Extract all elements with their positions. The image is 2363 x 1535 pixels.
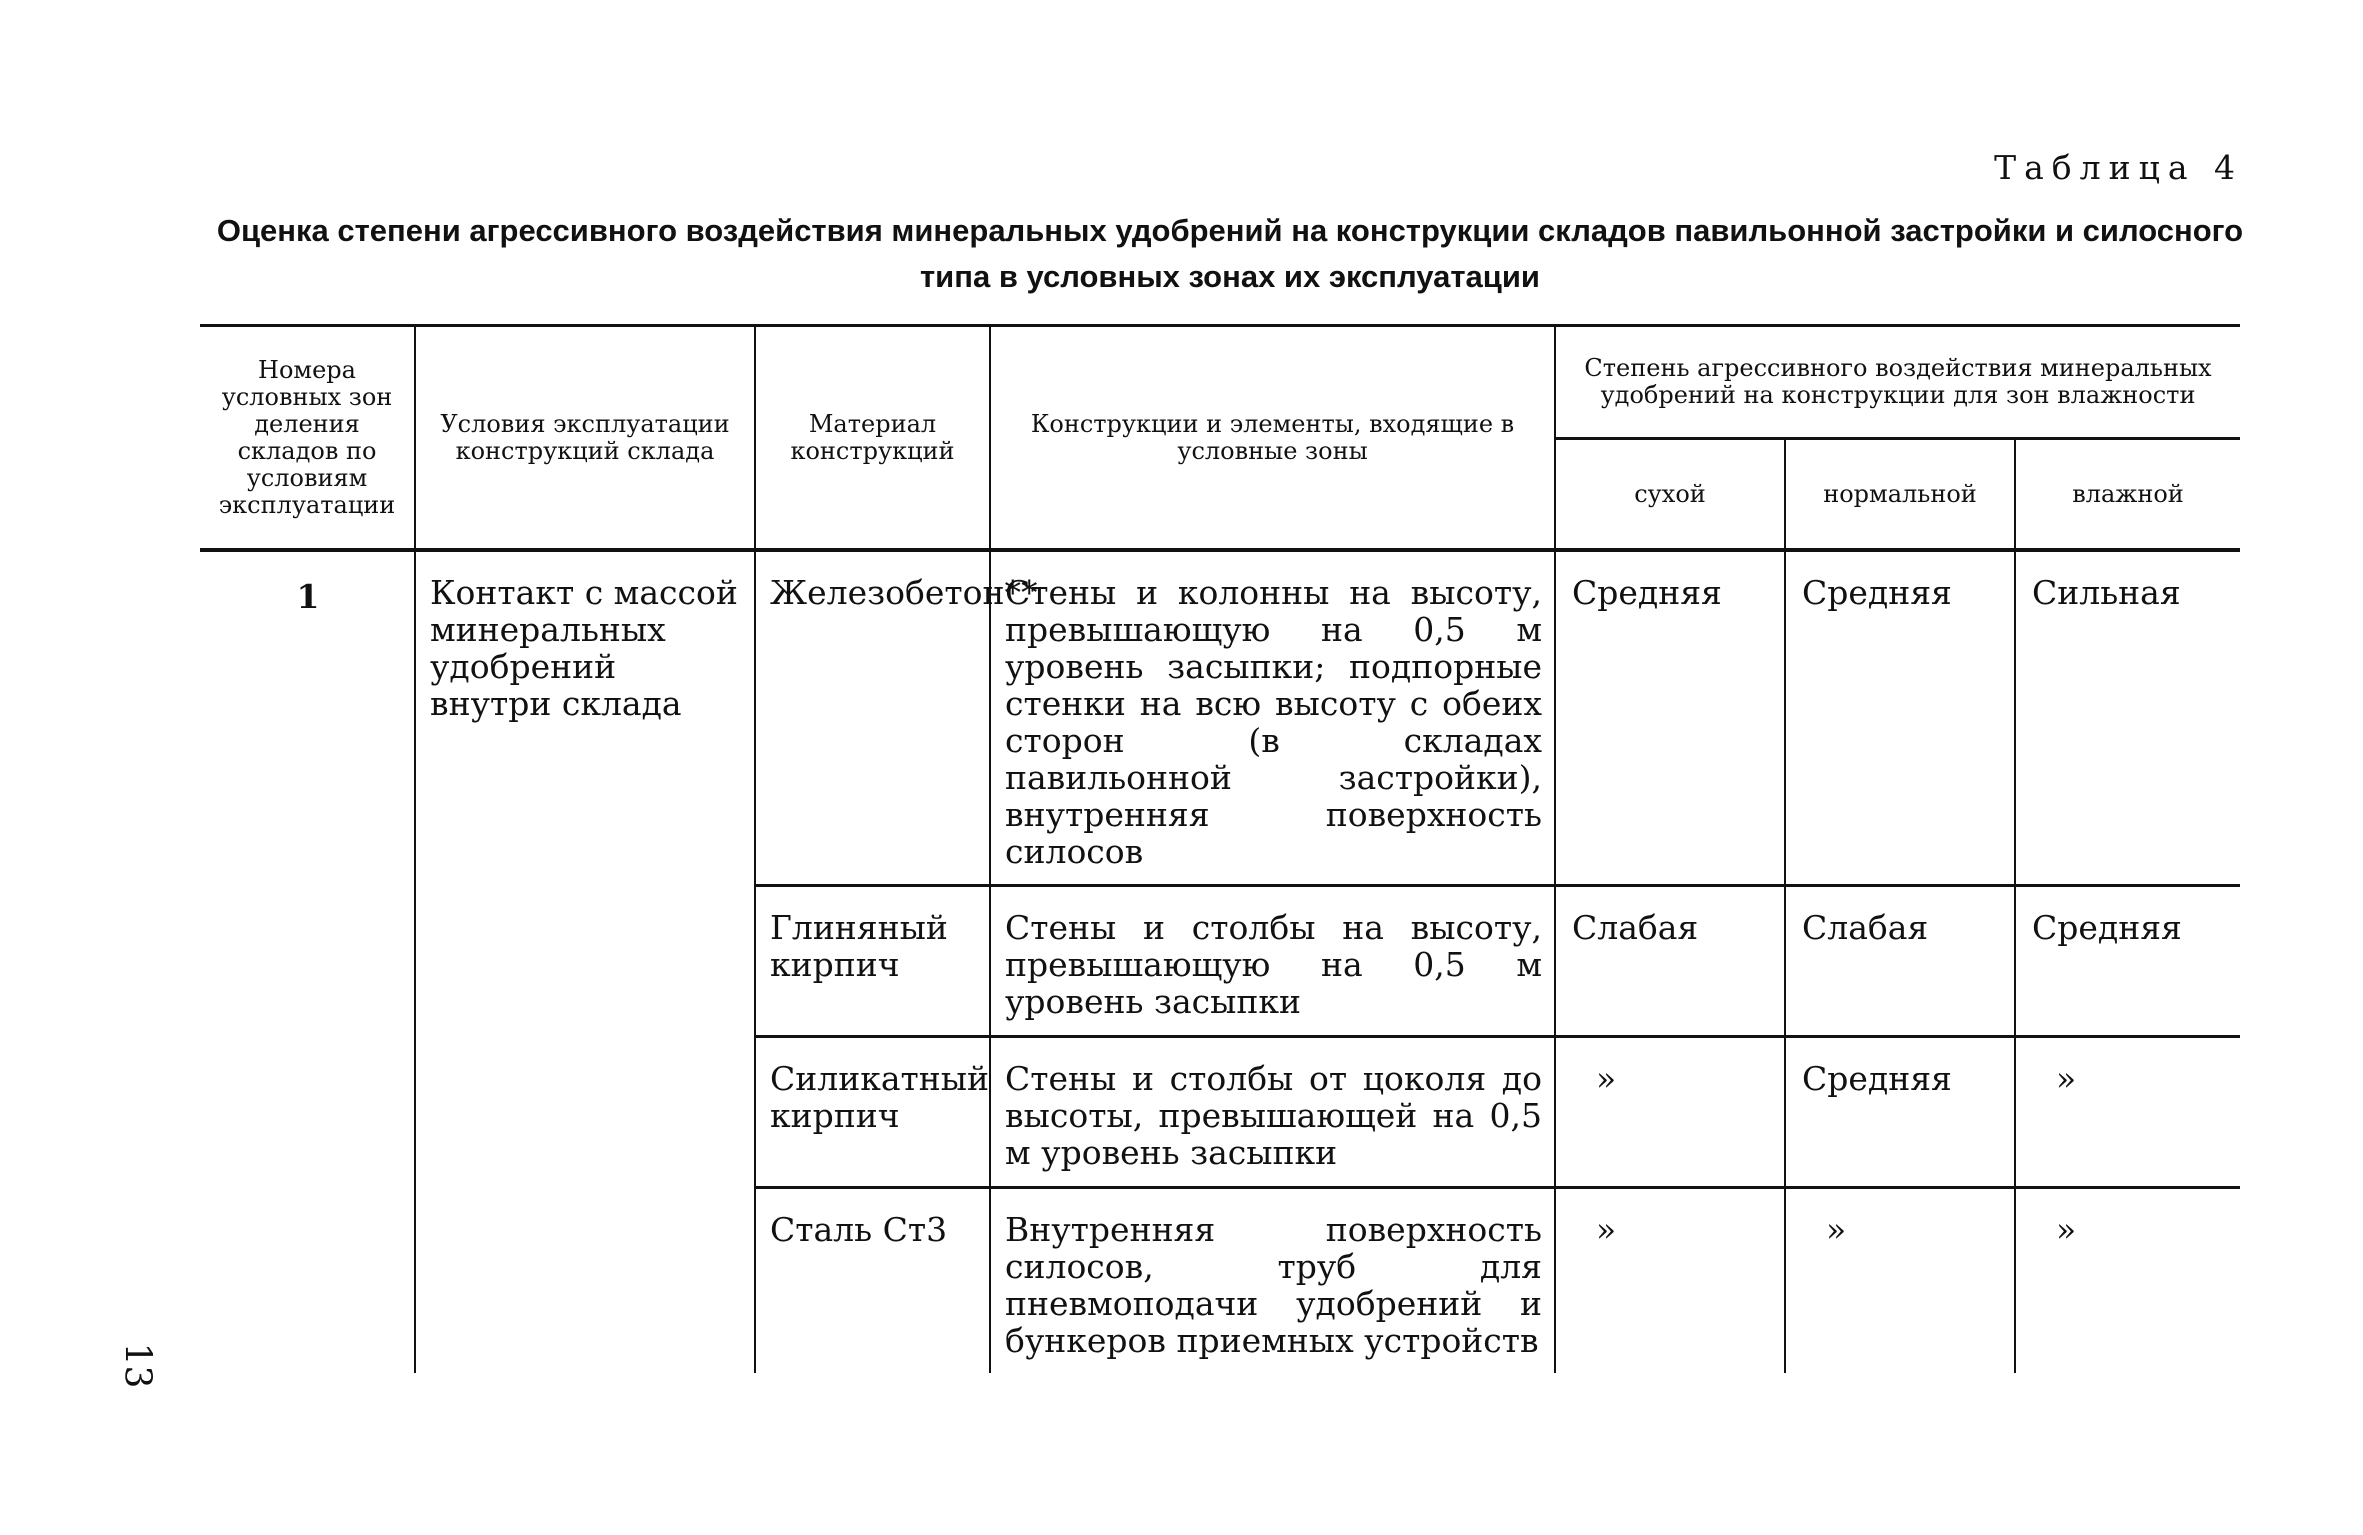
- constructions-cell: Внутренняя поверхность силосов, труб для пневмоподачи удобрений и бункеров приемных устройств: [990, 1188, 1555, 1374]
- degree-dry: Слабая: [1555, 886, 1785, 1037]
- material-cell: Сталь Ст3: [755, 1188, 990, 1374]
- constructions-cell: Стены и столбы на высоту, превышающую на 0,5 м уровень засыпки: [990, 886, 1555, 1037]
- constructions-cell: Стены и столбы от цоколя до высоты, превышающей на 0,5 м уровень засыпки: [990, 1037, 1555, 1188]
- degree-wet: »: [2015, 1188, 2240, 1374]
- header-zone-numbers: Номера условных зон деления складов по условиям эксплуатации: [218, 355, 396, 519]
- degree-normal: Средняя: [1785, 550, 2015, 886]
- table-row: [200, 550, 2240, 886]
- aggression-table: [200, 324, 2240, 1373]
- table-title: Оценка степени агрессивного воздействия минеральных удобрений на конструкции складов павильонной застройки и силосного типа в условных зонах их эксплуатации: [216, 213, 2244, 294]
- header-normal: нормальной: [1785, 439, 2015, 551]
- degree-wet: »: [2015, 1037, 2240, 1188]
- degree-wet: Сильная: [2015, 550, 2240, 886]
- degree-normal: Средняя: [1785, 1037, 2015, 1188]
- degree-normal: »: [1785, 1188, 2015, 1374]
- degree-dry: Средняя: [1555, 550, 1785, 886]
- material-cell: Железобетон**: [755, 550, 990, 886]
- table-label: Таблица 4: [1994, 148, 2243, 187]
- degree-dry: »: [1555, 1188, 1785, 1374]
- degree-dry: »: [1555, 1037, 1785, 1188]
- header-dry: сухой: [1555, 439, 1785, 551]
- header-constructions: Конструкции и элементы, входящие в условные зоны: [990, 326, 1555, 551]
- header-wet: влажной: [2015, 439, 2240, 551]
- page-number: 13: [116, 1342, 158, 1389]
- header-conditions: Условия эксплуатации конструкций склада: [415, 326, 755, 551]
- header-degree-group: Степень агрессивного воздействия минеральных удобрений на конструкции для зон влажности: [1555, 326, 2240, 439]
- material-cell: Глиняный кирпич: [755, 886, 990, 1037]
- operating-condition: Контакт с массой минеральных удобрений внутри склада: [415, 550, 755, 1373]
- header-material: Материал конструкций: [755, 326, 990, 551]
- constructions-cell: Стены и колонны на высоту, превышающую на 0,5 м уровень засыпки; подпорные стенки на всю высоту с обеих сторон (в складах павильонной застройки), внутренняя поверхность силосов: [990, 550, 1555, 886]
- degree-normal: Слабая: [1785, 886, 2015, 1037]
- zone-number: 1: [296, 577, 320, 616]
- degree-wet: Средняя: [2015, 886, 2240, 1037]
- material-cell: Силикатный кирпич: [755, 1037, 990, 1188]
